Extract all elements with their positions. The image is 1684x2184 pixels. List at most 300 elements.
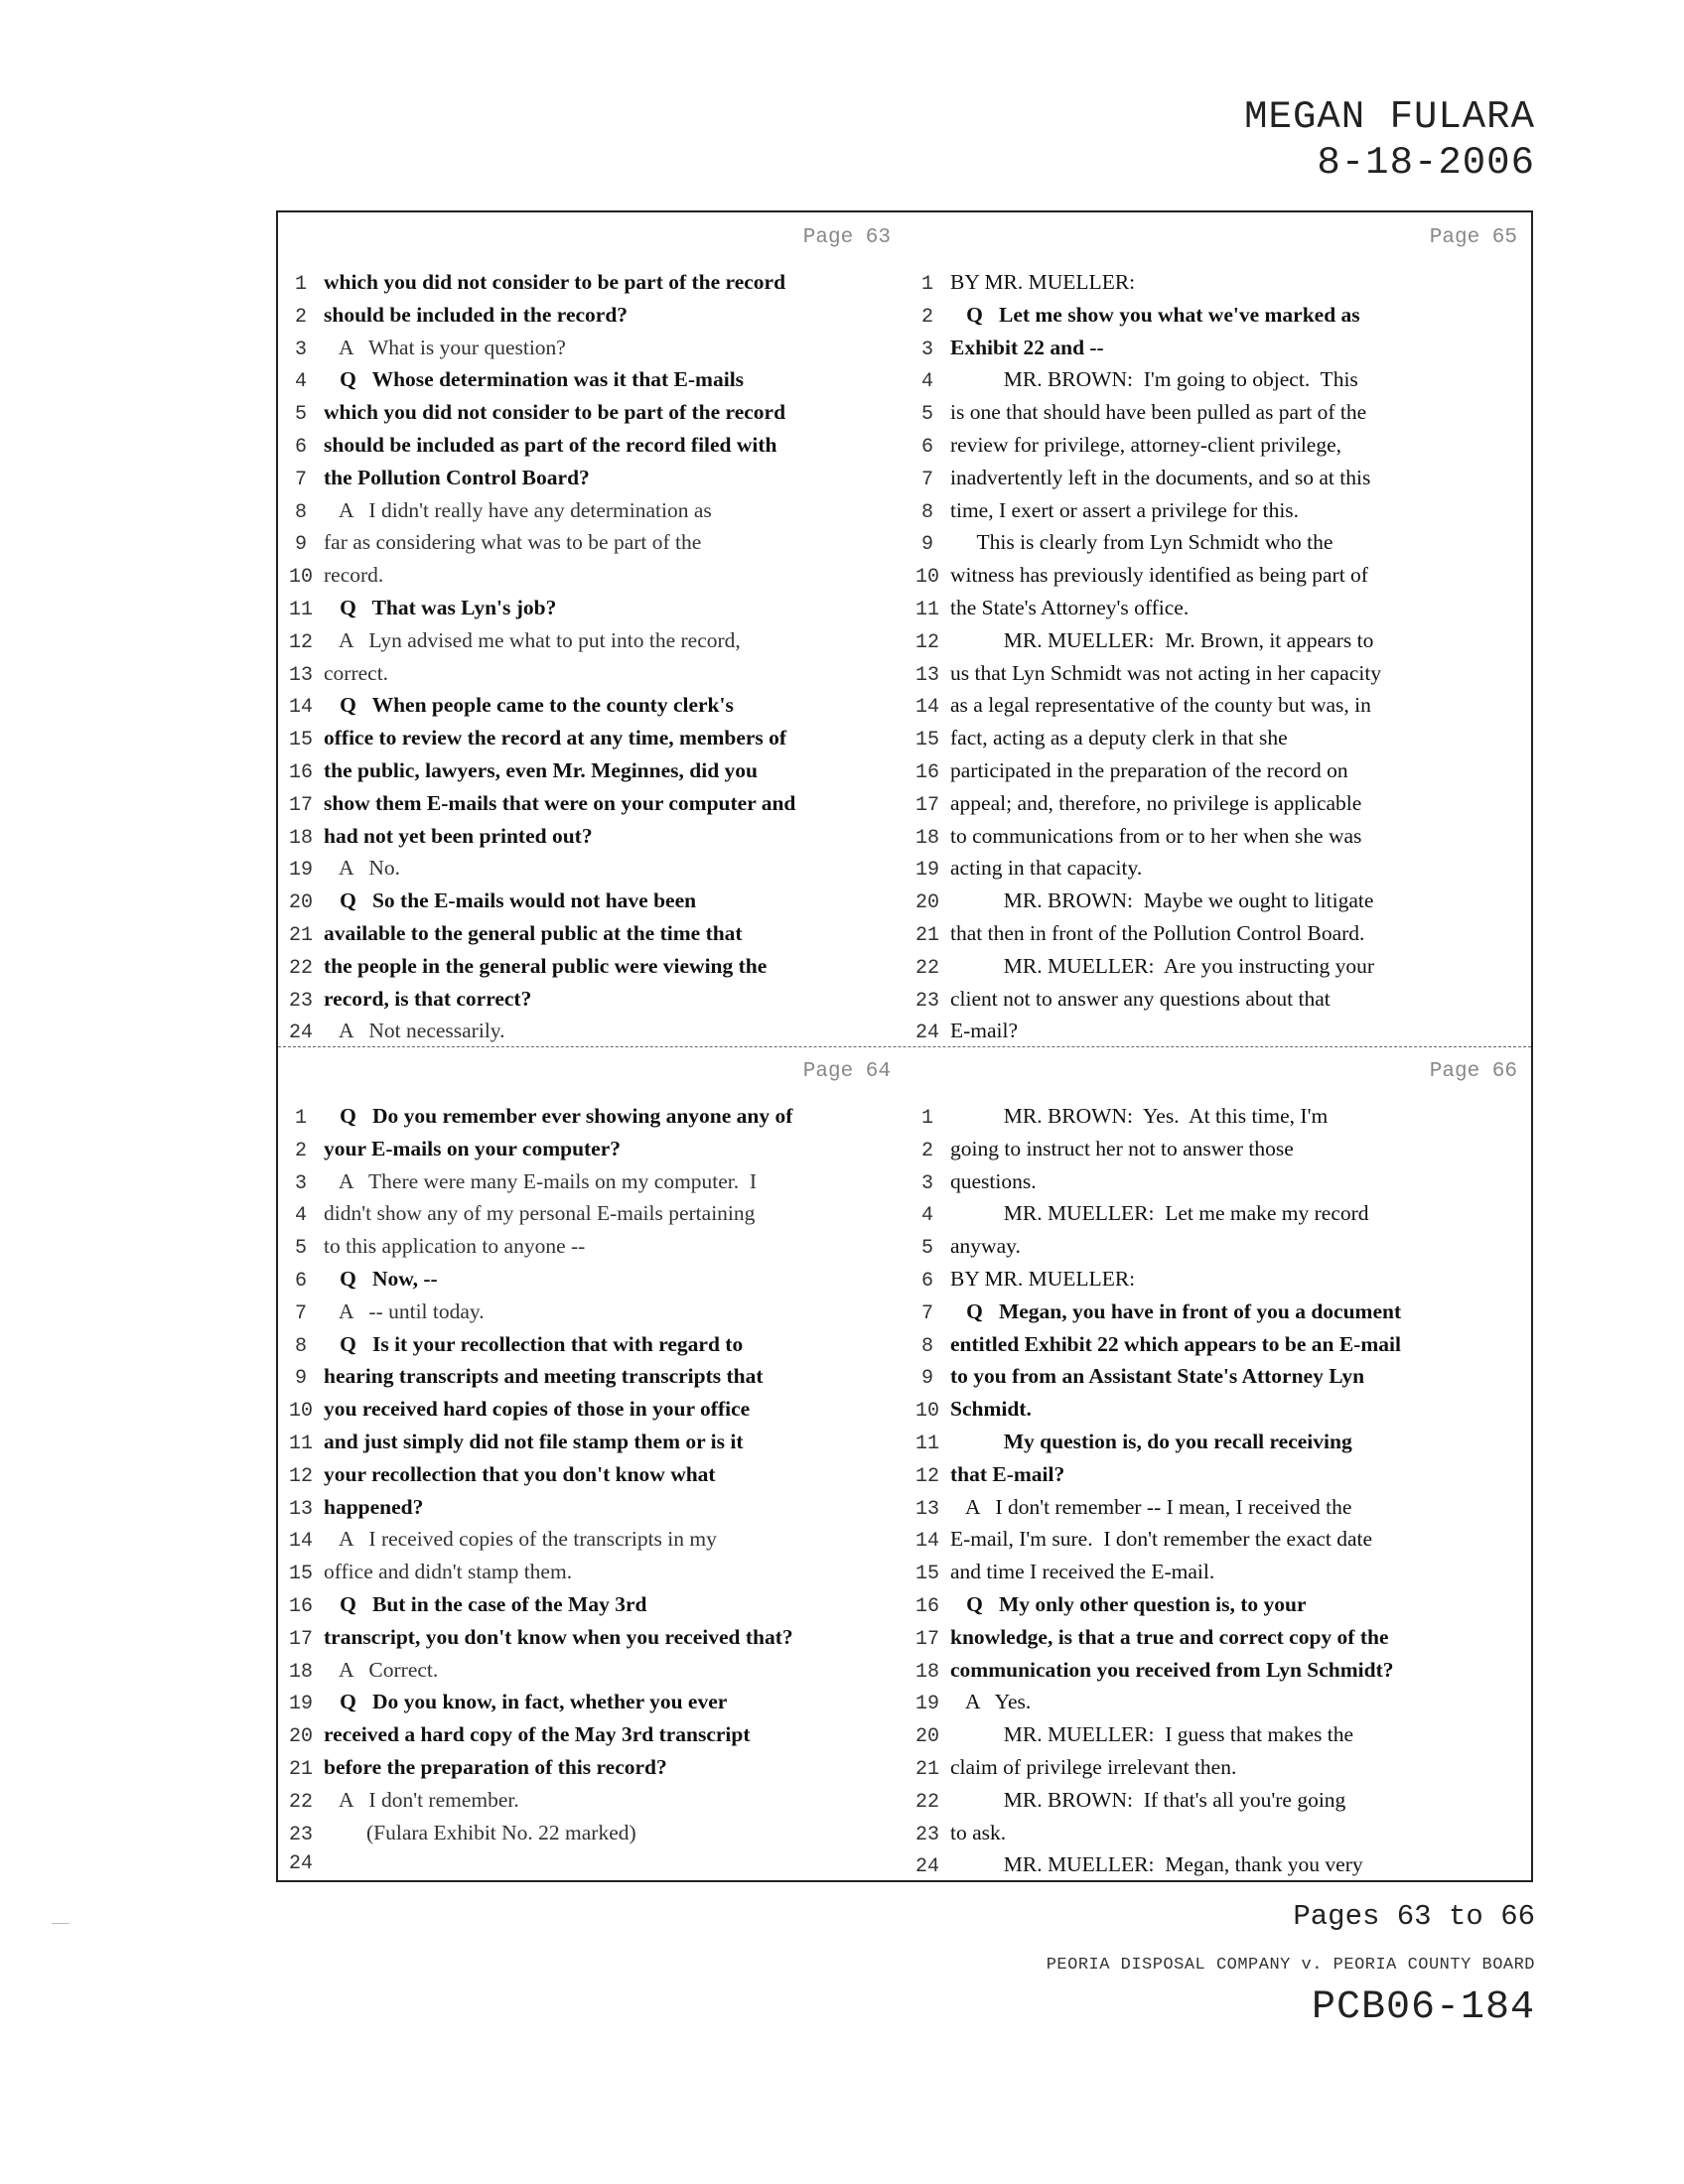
transcript-line bbox=[278, 433, 905, 466]
line-text: communication you received from Lyn Schmidt? bbox=[950, 1657, 1394, 1682]
line-text: Q Now, -- bbox=[324, 1266, 438, 1291]
transcript-line bbox=[278, 530, 905, 563]
transcript-line bbox=[905, 888, 1531, 921]
transcript-line bbox=[905, 987, 1531, 1020]
line-number: 20 bbox=[288, 1725, 313, 1749]
line-text: you received hard copies of those in your office bbox=[324, 1397, 751, 1422]
line-text: the people in the general public were viewing the bbox=[324, 953, 768, 978]
line-number: 18 bbox=[288, 1660, 313, 1684]
line-number: 24 bbox=[914, 1855, 939, 1879]
transcript-line bbox=[278, 1755, 905, 1788]
line-text: that then in front of the Pollution Control Board. bbox=[950, 920, 1365, 945]
line-text: Exhibit 22 and -- bbox=[950, 335, 1104, 359]
transcript-line bbox=[278, 888, 905, 921]
transcript-line bbox=[278, 563, 905, 596]
transcript-line bbox=[278, 1104, 905, 1137]
line-number: 3 bbox=[920, 338, 933, 361]
line-text: A What is your question? bbox=[324, 335, 566, 359]
line-number: 15 bbox=[914, 729, 939, 752]
line-number: 7 bbox=[920, 1301, 933, 1325]
transcript-page-63 bbox=[278, 212, 905, 1046]
transcript-line bbox=[905, 1462, 1531, 1495]
line-number: 1 bbox=[294, 1107, 307, 1130]
line-text: review for privilege, attorney-client privilege, bbox=[950, 432, 1342, 457]
line-number: 19 bbox=[288, 859, 313, 883]
line-number: 11 bbox=[288, 1432, 313, 1455]
line-text: should be included as part of the record filed with bbox=[324, 432, 777, 457]
transcript-line bbox=[905, 758, 1531, 791]
line-text: MR. BROWN: Yes. At this time, I'm bbox=[950, 1104, 1329, 1128]
transcript-line bbox=[278, 1560, 905, 1592]
line-text: A No. bbox=[324, 856, 401, 881]
transcript-line bbox=[278, 336, 905, 368]
transcript-line bbox=[905, 726, 1531, 758]
line-text: before the preparation of this record? bbox=[324, 1754, 667, 1779]
line-number: 2 bbox=[920, 1139, 933, 1162]
line-number: 3 bbox=[294, 338, 307, 361]
line-number: 22 bbox=[288, 956, 313, 980]
deposition-date: 8-18-2006 bbox=[1317, 141, 1535, 185]
line-number: 2 bbox=[294, 1139, 307, 1162]
line-text: Q Is it your recollection that with regard to bbox=[324, 1331, 744, 1356]
line-text: MR. BROWN: If that's all you're going bbox=[950, 1787, 1346, 1812]
line-number: 2 bbox=[294, 305, 307, 329]
transcript-line bbox=[278, 498, 905, 531]
transcript-page-64 bbox=[278, 1046, 905, 1880]
line-number: 23 bbox=[288, 989, 313, 1013]
line-number: 16 bbox=[914, 760, 939, 784]
line-text: participated in the preparation of the record on bbox=[950, 757, 1348, 782]
transcript-line bbox=[278, 367, 905, 400]
line-number: 15 bbox=[288, 1563, 313, 1586]
transcript-line bbox=[278, 628, 905, 661]
transcript-line bbox=[905, 1527, 1531, 1560]
line-text: which you did not consider to be part of the record bbox=[324, 270, 786, 294]
line-text: to ask. bbox=[950, 1820, 1007, 1844]
line-number: 9 bbox=[294, 1367, 307, 1391]
line-number: 12 bbox=[288, 1464, 313, 1488]
line-number: 20 bbox=[288, 891, 313, 915]
line-text: office and didn't stamp them. bbox=[324, 1560, 573, 1584]
transcript-line bbox=[278, 726, 905, 758]
transcript-line bbox=[905, 856, 1531, 888]
transcript-line bbox=[278, 1821, 905, 1853]
line-number: 20 bbox=[914, 1725, 939, 1749]
page-label: Page 64 bbox=[802, 1060, 891, 1083]
transcript-line bbox=[905, 1267, 1531, 1299]
line-number: 4 bbox=[920, 1204, 933, 1228]
line-number: 11 bbox=[288, 598, 313, 621]
line-text: A Not necessarily. bbox=[324, 1019, 505, 1043]
line-number: 8 bbox=[920, 500, 933, 524]
line-number: 10 bbox=[914, 566, 939, 590]
line-number: 21 bbox=[914, 923, 939, 947]
line-text: A There were many E-mails on my computer. I bbox=[324, 1168, 758, 1193]
line-number: 14 bbox=[914, 1530, 939, 1554]
line-number: 18 bbox=[914, 826, 939, 850]
line-text: your E-mails on your computer? bbox=[324, 1136, 622, 1160]
line-number: 5 bbox=[294, 1237, 307, 1261]
transcript-line bbox=[905, 1299, 1531, 1332]
line-number: 20 bbox=[914, 891, 939, 915]
transcript-line bbox=[278, 303, 905, 336]
transcript-line bbox=[905, 1364, 1531, 1397]
line-text: Q That was Lyn's job? bbox=[324, 595, 557, 619]
transcript-line bbox=[278, 270, 905, 303]
line-text: far as considering what was to be part of the bbox=[324, 530, 702, 555]
line-text: didn't show any of my personal E-mails pertaining bbox=[324, 1201, 756, 1226]
witness-name: MEGAN FULARA bbox=[1244, 95, 1535, 139]
line-text: that E-mail? bbox=[950, 1461, 1065, 1486]
line-number: 21 bbox=[288, 1757, 313, 1781]
line-number: 13 bbox=[288, 663, 313, 687]
line-number: 18 bbox=[288, 826, 313, 850]
line-number: 9 bbox=[294, 533, 307, 557]
transcript-line bbox=[278, 1430, 905, 1462]
line-number: 10 bbox=[914, 1400, 939, 1424]
transcript-line bbox=[278, 1722, 905, 1755]
line-text: MR. MUELLER: I guess that makes the bbox=[950, 1722, 1354, 1747]
line-text: to you from an Assistant State's Attorney Lyn bbox=[950, 1364, 1365, 1389]
transcript-line bbox=[905, 1137, 1531, 1169]
line-number: 5 bbox=[920, 1237, 933, 1261]
line-text: A -- until today. bbox=[324, 1298, 485, 1323]
case-number: PCB06-184 bbox=[1311, 1985, 1535, 2030]
line-number: 14 bbox=[914, 696, 939, 720]
line-number: 1 bbox=[920, 273, 933, 296]
page-label: Page 63 bbox=[802, 226, 891, 249]
transcript-line bbox=[905, 661, 1531, 694]
transcript-line bbox=[278, 1234, 905, 1267]
transcript-page-66 bbox=[905, 1046, 1531, 1880]
transcript-line bbox=[905, 1592, 1531, 1625]
line-text: MR. MUELLER: Megan, thank you very bbox=[950, 1852, 1363, 1877]
line-number: 6 bbox=[920, 1269, 933, 1293]
transcript-line bbox=[905, 1495, 1531, 1528]
line-number: 10 bbox=[288, 1400, 313, 1424]
line-number: 22 bbox=[288, 1790, 313, 1814]
line-number: 17 bbox=[288, 1627, 313, 1651]
case-caption: PEORIA DISPOSAL COMPANY v. PEORIA COUNTY BOARD bbox=[1046, 1956, 1535, 1975]
line-text: the State's Attorney's office. bbox=[950, 595, 1190, 619]
transcript-line bbox=[278, 921, 905, 954]
line-text: BY MR. MUELLER: bbox=[950, 1266, 1136, 1291]
line-text: anyway. bbox=[950, 1234, 1021, 1259]
line-text: is one that should have been pulled as part of the bbox=[950, 400, 1367, 425]
line-number: 7 bbox=[294, 1301, 307, 1325]
line-text: (Fulara Exhibit No. 22 marked) bbox=[324, 1820, 636, 1844]
line-number: 17 bbox=[914, 793, 939, 817]
line-text: claim of privilege irrelevant then. bbox=[950, 1754, 1237, 1779]
line-text: A I don't remember -- I mean, I received the bbox=[950, 1494, 1352, 1519]
transcript-line bbox=[905, 1658, 1531, 1691]
transcript-line bbox=[278, 1658, 905, 1691]
line-number: 24 bbox=[914, 1022, 939, 1045]
transcript-line bbox=[278, 1137, 905, 1169]
line-number: 16 bbox=[288, 760, 313, 784]
transcript-line bbox=[278, 1495, 905, 1528]
line-text: client not to answer any questions about that bbox=[950, 986, 1331, 1011]
transcript-line bbox=[905, 498, 1531, 531]
transcript-line bbox=[905, 1625, 1531, 1658]
line-number: 4 bbox=[920, 370, 933, 394]
transcript-line bbox=[905, 433, 1531, 466]
line-number: 24 bbox=[288, 1022, 313, 1045]
line-text: to this application to anyone -- bbox=[324, 1234, 586, 1259]
line-text: record, is that correct? bbox=[324, 986, 532, 1011]
transcript-line bbox=[278, 1267, 905, 1299]
transcript-line bbox=[905, 563, 1531, 596]
transcript-line bbox=[905, 530, 1531, 563]
transcript-line bbox=[278, 954, 905, 987]
transcript-line bbox=[905, 1332, 1531, 1365]
transcript-line bbox=[905, 466, 1531, 498]
line-text: Q My only other question is, to your bbox=[950, 1591, 1307, 1616]
line-number: 18 bbox=[914, 1660, 939, 1684]
line-number: 19 bbox=[288, 1693, 313, 1716]
transcript-line bbox=[905, 400, 1531, 433]
line-number: 4 bbox=[294, 370, 307, 394]
transcript-line bbox=[905, 1397, 1531, 1430]
line-text: Q Whose determination was it that E-mails bbox=[324, 367, 745, 392]
line-text: appeal; and, therefore, no privilege is applicable bbox=[950, 790, 1362, 815]
transcript-line bbox=[278, 1332, 905, 1365]
line-number: 3 bbox=[294, 1171, 307, 1195]
line-text: going to instruct her not to answer those bbox=[950, 1136, 1294, 1160]
line-text: which you did not consider to be part of the record bbox=[324, 400, 786, 425]
transcript-page-65 bbox=[905, 212, 1531, 1046]
line-text: questions. bbox=[950, 1168, 1037, 1193]
transcript-line bbox=[905, 824, 1531, 857]
line-text: correct. bbox=[324, 660, 389, 685]
transcript-line bbox=[278, 791, 905, 824]
line-text: This is clearly from Lyn Schmidt who the bbox=[950, 530, 1333, 555]
line-text: A Correct. bbox=[324, 1657, 439, 1682]
transcript-line bbox=[278, 466, 905, 498]
line-text: MR. BROWN: Maybe we ought to litigate bbox=[950, 888, 1374, 913]
line-text: should be included in the record? bbox=[324, 302, 629, 327]
transcript-line bbox=[905, 270, 1531, 303]
transcript-line bbox=[905, 1788, 1531, 1821]
line-number: 17 bbox=[288, 793, 313, 817]
transcript-lines bbox=[905, 1104, 1531, 1885]
line-text: E-mail, I'm sure. I don't remember the exact date bbox=[950, 1527, 1373, 1552]
line-number: 8 bbox=[294, 1334, 307, 1358]
line-text: A I don't remember. bbox=[324, 1787, 519, 1812]
line-text: Q So the E-mails would not have been bbox=[324, 888, 697, 913]
line-text: us that Lyn Schmidt was not acting in her capacity bbox=[950, 660, 1382, 685]
transcript-lines bbox=[278, 270, 905, 1051]
line-text: A I received copies of the transcripts in my bbox=[324, 1527, 717, 1552]
line-number: 14 bbox=[288, 1530, 313, 1554]
transcript-line bbox=[905, 1852, 1531, 1885]
line-number: 1 bbox=[920, 1107, 933, 1130]
transcript-line bbox=[278, 1690, 905, 1722]
line-number: 14 bbox=[288, 696, 313, 720]
transcript-line bbox=[278, 987, 905, 1020]
line-number: 5 bbox=[294, 403, 307, 427]
line-number: 17 bbox=[914, 1627, 939, 1651]
line-text: A Lyn advised me what to put into the record, bbox=[324, 627, 741, 652]
line-number: 12 bbox=[914, 630, 939, 654]
transcript-frame bbox=[276, 210, 1533, 1882]
line-text: fact, acting as a deputy clerk in that she bbox=[950, 726, 1288, 751]
line-number: 6 bbox=[920, 435, 933, 459]
line-number: 8 bbox=[294, 500, 307, 524]
line-text: BY MR. MUELLER: bbox=[950, 270, 1136, 294]
line-text: My question is, do you recall receiving bbox=[950, 1429, 1352, 1453]
line-number: 1 bbox=[294, 273, 307, 296]
transcript-line bbox=[905, 1169, 1531, 1202]
transcript-line bbox=[278, 856, 905, 888]
transcript-line bbox=[905, 791, 1531, 824]
line-number: 7 bbox=[920, 468, 933, 491]
transcript-line bbox=[905, 596, 1531, 628]
line-text: witness has previously identified as being part of bbox=[950, 563, 1368, 588]
transcript-line bbox=[278, 1527, 905, 1560]
transcript-line bbox=[278, 1201, 905, 1234]
line-text: MR. BROWN: I'm going to object. This bbox=[950, 367, 1358, 392]
transcript-line bbox=[278, 758, 905, 791]
line-number: 15 bbox=[288, 729, 313, 752]
line-number: 23 bbox=[288, 1823, 313, 1846]
line-number: 7 bbox=[294, 468, 307, 491]
transcript-line bbox=[278, 693, 905, 726]
line-text: Schmidt. bbox=[950, 1397, 1032, 1422]
line-text: MR. MUELLER: Are you instructing your bbox=[950, 953, 1374, 978]
transcript-lines bbox=[905, 270, 1531, 1051]
line-text: Q When people came to the county clerk's bbox=[324, 693, 734, 718]
line-text: as a legal representative of the county but was, in bbox=[950, 693, 1371, 718]
transcript-line bbox=[278, 1852, 905, 1885]
line-text: entitled Exhibit 22 which appears to be an E-mail bbox=[950, 1331, 1401, 1356]
transcript-line bbox=[905, 303, 1531, 336]
line-text: and time I received the E-mail. bbox=[950, 1560, 1215, 1584]
transcript-line bbox=[278, 1169, 905, 1202]
line-text: E-mail? bbox=[950, 1019, 1019, 1043]
transcript-line bbox=[278, 596, 905, 628]
line-number: 16 bbox=[914, 1594, 939, 1618]
transcript-line bbox=[905, 1560, 1531, 1592]
page-range: Pages 63 to 66 bbox=[1293, 1900, 1535, 1933]
line-text: transcript, you don't know when you received that? bbox=[324, 1624, 793, 1649]
line-number: 10 bbox=[288, 566, 313, 590]
line-number: 15 bbox=[914, 1563, 939, 1586]
line-number: 13 bbox=[914, 663, 939, 687]
transcript-line bbox=[278, 661, 905, 694]
line-number: 21 bbox=[288, 923, 313, 947]
transcript-line bbox=[278, 1625, 905, 1658]
line-number: 22 bbox=[914, 956, 939, 980]
line-text: inadvertently left in the documents, and so at this bbox=[950, 465, 1371, 489]
line-text: Q Megan, you have in front of you a document bbox=[950, 1298, 1402, 1323]
line-text: A I didn't really have any determination as bbox=[324, 497, 712, 522]
transcript-line bbox=[905, 1690, 1531, 1722]
line-number: 2 bbox=[920, 305, 933, 329]
line-number: 9 bbox=[920, 1367, 933, 1391]
line-text: the public, lawyers, even Mr. Meginnes, did you bbox=[324, 757, 758, 782]
transcript-line bbox=[905, 1201, 1531, 1234]
line-text: Q Let me show you what we've marked as bbox=[950, 302, 1360, 327]
line-number: 11 bbox=[914, 598, 939, 621]
line-text: Q Do you remember ever showing anyone any of bbox=[324, 1104, 793, 1128]
transcript-line bbox=[905, 1430, 1531, 1462]
line-number: 5 bbox=[920, 403, 933, 427]
transcript-line bbox=[905, 336, 1531, 368]
transcript-line bbox=[905, 693, 1531, 726]
transcript-line bbox=[278, 824, 905, 857]
line-text: MR. MUELLER: Let me make my record bbox=[950, 1201, 1369, 1226]
line-number: 8 bbox=[920, 1334, 933, 1358]
line-text: Q Do you know, in fact, whether you ever bbox=[324, 1690, 728, 1714]
transcript-line bbox=[278, 1299, 905, 1332]
line-number: 12 bbox=[914, 1464, 939, 1488]
transcript-line bbox=[905, 921, 1531, 954]
line-number: 22 bbox=[914, 1790, 939, 1814]
transcript-line bbox=[905, 1821, 1531, 1853]
transcript-line bbox=[278, 400, 905, 433]
line-text: hearing transcripts and meeting transcripts that bbox=[324, 1364, 764, 1389]
transcript-line bbox=[905, 954, 1531, 987]
line-text: MR. MUELLER: Mr. Brown, it appears to bbox=[950, 627, 1374, 652]
line-number: 11 bbox=[914, 1432, 939, 1455]
line-number: 16 bbox=[288, 1594, 313, 1618]
page-label: Page 66 bbox=[1429, 1060, 1517, 1083]
line-text: to communications from or to her when she was bbox=[950, 823, 1362, 848]
line-number: 23 bbox=[914, 1823, 939, 1846]
line-text: available to the general public at the time that bbox=[324, 920, 743, 945]
line-text: office to review the record at any time, members of bbox=[324, 726, 787, 751]
line-text: the Pollution Control Board? bbox=[324, 465, 590, 489]
line-text: A Yes. bbox=[950, 1690, 1032, 1714]
transcript-line bbox=[905, 1722, 1531, 1755]
line-number: 23 bbox=[914, 989, 939, 1013]
line-text: time, I exert or assert a privilege for this. bbox=[950, 497, 1300, 522]
transcript-line bbox=[905, 628, 1531, 661]
transcript-line bbox=[905, 1234, 1531, 1267]
line-text: Q But in the case of the May 3rd bbox=[324, 1591, 647, 1616]
line-text: had not yet been printed out? bbox=[324, 823, 593, 848]
line-text: show them E-mails that were on your computer and bbox=[324, 790, 796, 815]
scan-mark bbox=[52, 1923, 70, 1924]
line-text: happened? bbox=[324, 1494, 424, 1519]
transcript-line bbox=[278, 1397, 905, 1430]
line-text: your recollection that you don't know what bbox=[324, 1461, 716, 1486]
line-number: 6 bbox=[294, 1269, 307, 1293]
line-number: 19 bbox=[914, 859, 939, 883]
transcript-line bbox=[905, 1104, 1531, 1137]
line-text: and just simply did not file stamp them or is it bbox=[324, 1429, 744, 1453]
line-text: knowledge, is that a true and correct copy of the bbox=[950, 1624, 1389, 1649]
line-number: 19 bbox=[914, 1693, 939, 1716]
line-number: 3 bbox=[920, 1171, 933, 1195]
transcript-lines bbox=[278, 1104, 905, 1885]
line-text: acting in that capacity. bbox=[950, 856, 1143, 881]
transcript-line bbox=[905, 367, 1531, 400]
line-number: 24 bbox=[288, 1852, 313, 1876]
page-label: Page 65 bbox=[1429, 226, 1517, 249]
line-number: 13 bbox=[288, 1497, 313, 1521]
transcript-line bbox=[278, 1364, 905, 1397]
line-number: 12 bbox=[288, 630, 313, 654]
line-text: record. bbox=[324, 563, 384, 588]
transcript-line bbox=[905, 1755, 1531, 1788]
line-number: 9 bbox=[920, 533, 933, 557]
transcript-line bbox=[278, 1592, 905, 1625]
transcript-line bbox=[278, 1788, 905, 1821]
line-number: 13 bbox=[914, 1497, 939, 1521]
line-number: 21 bbox=[914, 1757, 939, 1781]
